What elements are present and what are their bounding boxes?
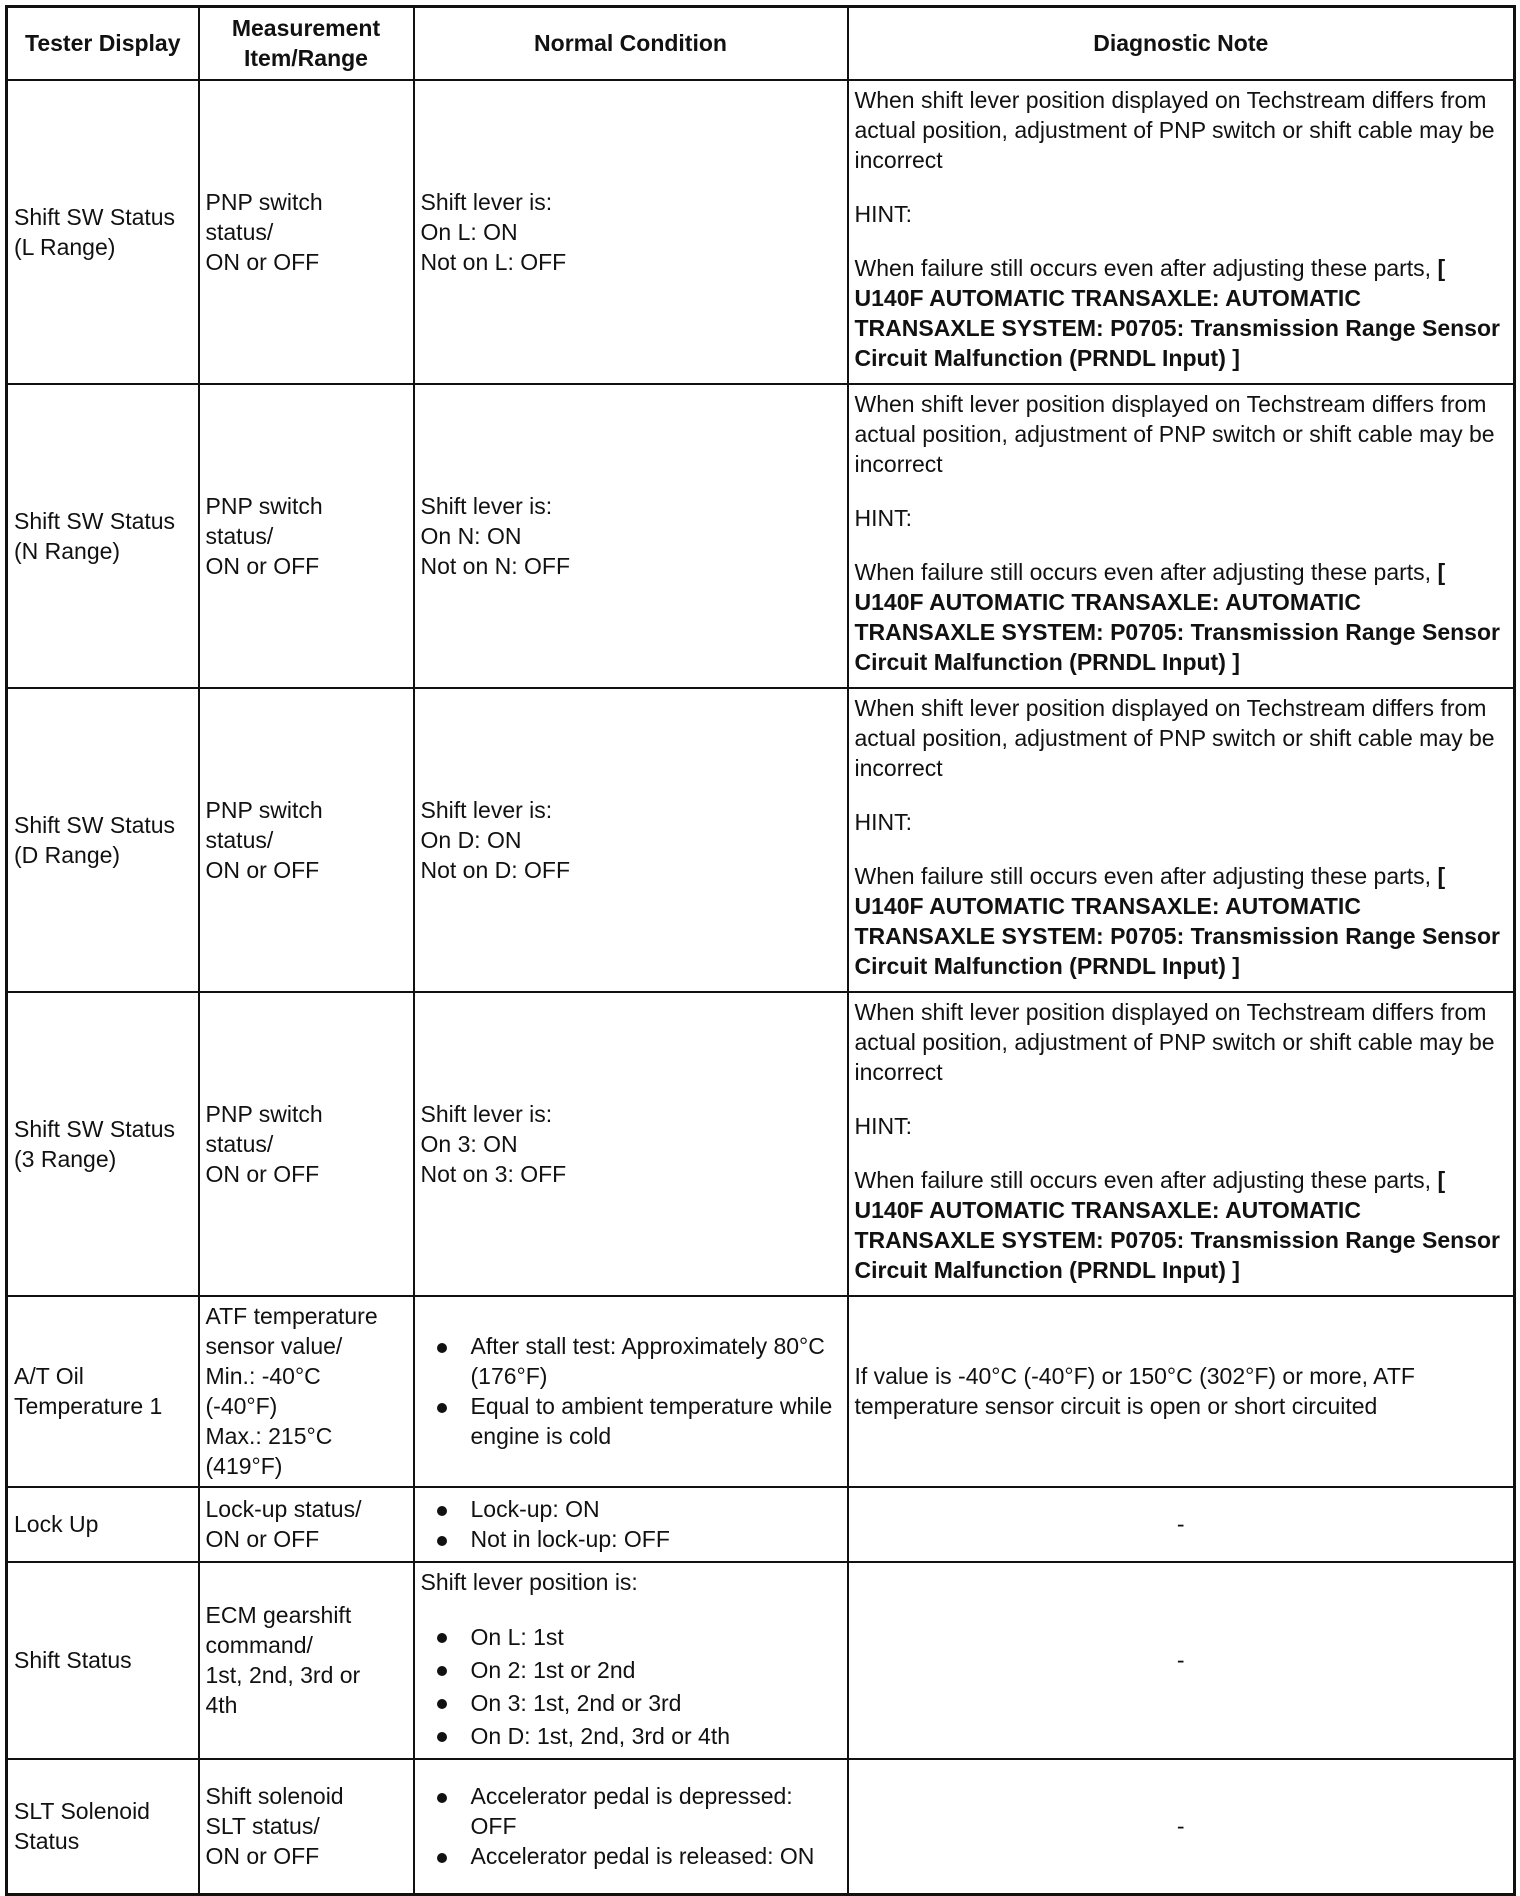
tester-display-line: (L Range) (14, 233, 116, 260)
bullet-icon (437, 1633, 447, 1643)
measurement-line: ON or OFF (205, 1843, 320, 1870)
normal-condition-cell (414, 688, 848, 992)
measurement-line: ATF temperature (205, 1303, 378, 1329)
note-paragraph (855, 861, 1508, 981)
list-item (421, 1494, 841, 1524)
condition-text: After stall test: Approximately 80°C (176°F) (470, 1333, 825, 1389)
tester-display-cell (7, 992, 199, 1296)
condition-text: On L: 1st (470, 1624, 564, 1650)
condition-line: On L: ON (420, 218, 518, 245)
diagnostic-note-cell: - (848, 1487, 1515, 1562)
measurement-line: (419°F) (205, 1453, 283, 1479)
condition-text: Not in lock-up: OFF (470, 1526, 670, 1552)
measurement-item-cell (199, 1759, 414, 1895)
diagnostic-note-cell (848, 992, 1515, 1296)
bullet-icon (437, 1403, 447, 1413)
tester-display-cell (7, 1296, 199, 1487)
list-item (421, 1391, 841, 1451)
normal-condition-cell (414, 1562, 848, 1759)
measurement-line: PNP switch (205, 1100, 323, 1127)
condition-text: Equal to ambient temperature while engine is cold (470, 1393, 833, 1449)
diagnostic-note-cell (848, 80, 1515, 384)
header-measurement-item (199, 7, 414, 80)
tester-display-line: Shift SW Status (14, 1115, 176, 1142)
list-item (421, 1524, 841, 1554)
bullet-icon (437, 1853, 447, 1863)
measurement-line: Min.: -40°C (205, 1363, 321, 1389)
tester-display-line: (N Range) (14, 537, 121, 564)
condition-bullet-list (421, 1781, 841, 1871)
bullet-icon (437, 1699, 447, 1709)
note-paragraph (855, 1165, 1508, 1285)
note-paragraph: When shift lever position displayed on Techstream differs from actual position, adjustment of PNP switch or shift cable may be incorrect (854, 998, 1495, 1085)
measurement-item-cell (199, 1487, 414, 1562)
condition-bullet-list (421, 1331, 841, 1451)
condition-line: Not on N: OFF (420, 552, 571, 579)
condition-line: On 3: ON (420, 1130, 518, 1157)
tester-display-line: Shift SW Status (14, 203, 176, 230)
table-row-l-range (7, 80, 1515, 384)
reference-link[interactable]: [ U140F AUTOMATIC TRANSAXLE: AUTOMATIC TRANSAXLE SYSTEM: P0705: Transmission Range Sensor Circuit Malfunction (PRNDL Input) ] (854, 862, 1500, 979)
normal-condition-cell (414, 992, 848, 1296)
diagnostic-note-cell (848, 688, 1515, 992)
header-diagnostic-note: Diagnostic Note (848, 7, 1515, 80)
reference-link[interactable]: [ U140F AUTOMATIC TRANSAXLE: AUTOMATIC TRANSAXLE SYSTEM: P0705: Transmission Range Sensor Circuit Malfunction (PRNDL Input) ] (854, 254, 1500, 371)
measurement-line: Shift solenoid (205, 1783, 344, 1810)
normal-condition-cell (414, 1487, 848, 1562)
table-row-3-range (7, 992, 1515, 1296)
header-tester-display: Tester Display (7, 7, 199, 80)
measurement-line: ON or OFF (205, 856, 320, 883)
bullet-icon (437, 1666, 447, 1676)
hint-label: HINT: (854, 808, 912, 835)
diagnostic-note-cell: - (848, 1759, 1515, 1895)
note-text: When failure still occurs even after adjusting these parts, (854, 254, 1432, 281)
measurement-line: PNP switch (205, 188, 323, 215)
reference-link[interactable]: [ U140F AUTOMATIC TRANSAXLE: AUTOMATIC TRANSAXLE SYSTEM: P0705: Transmission Range Sensor Circuit Malfunction (PRNDL Input) ] (854, 1166, 1500, 1283)
table-row-lock-up (7, 1487, 1515, 1562)
condition-line: Not on D: OFF (420, 856, 571, 883)
measurement-line: command/ (205, 1632, 313, 1658)
measurement-item-cell (199, 80, 414, 384)
bullet-icon (437, 1506, 447, 1516)
tester-display-line: (D Range) (14, 841, 121, 868)
table-row-oil-temperature (7, 1296, 1515, 1487)
measurement-item-cell (199, 1562, 414, 1759)
list-item (421, 1781, 841, 1841)
bullet-icon (437, 1536, 447, 1546)
tester-display-line: A/T Oil (14, 1363, 84, 1389)
bullet-icon (437, 1732, 447, 1742)
condition-line: Not on L: OFF (420, 248, 567, 275)
condition-bullet-list (421, 1494, 841, 1554)
normal-condition-cell (414, 1759, 848, 1895)
note-text: When failure still occurs even after adjusting these parts, (854, 558, 1432, 585)
table-row-slt-solenoid (7, 1759, 1515, 1895)
tester-display-line: Shift SW Status (14, 811, 176, 838)
list-item (421, 1687, 841, 1720)
diagnostic-note-cell: - (848, 1562, 1515, 1759)
list-item (421, 1654, 841, 1687)
measurement-line: sensor value/ (205, 1333, 343, 1359)
tester-display-line: Temperature 1 (14, 1393, 163, 1419)
normal-condition-cell (414, 80, 848, 384)
note-paragraph (855, 557, 1508, 677)
measurement-line: status/ (205, 522, 274, 549)
measurement-item-cell (199, 384, 414, 688)
condition-line: Shift lever is: (420, 188, 553, 215)
bullet-icon (437, 1343, 447, 1353)
measurement-line: Max.: 215°C (205, 1423, 333, 1449)
tester-display-cell: Lock Up (7, 1487, 199, 1562)
measurement-line: ECM gearshift (205, 1602, 352, 1628)
condition-text: Accelerator pedal is released: ON (470, 1843, 815, 1870)
header-measurement-line2: Item/Range (244, 45, 368, 72)
list-item (421, 1621, 841, 1654)
hint-label: HINT: (854, 1112, 912, 1139)
tester-display-cell: Shift Status (7, 1562, 199, 1759)
condition-line: On N: ON (420, 522, 522, 549)
table-row-d-range (7, 688, 1515, 992)
note-paragraph: When shift lever position displayed on Techstream differs from actual position, adjustment of PNP switch or shift cable may be incorrect (854, 86, 1495, 173)
measurement-line: status/ (205, 1130, 274, 1157)
list-item (421, 1331, 841, 1391)
condition-text: Lock-up: ON (470, 1496, 600, 1522)
table-row-shift-status (7, 1562, 1515, 1759)
condition-text: On D: 1st, 2nd, 3rd or 4th (470, 1723, 731, 1749)
condition-text: Accelerator pedal is depressed: OFF (470, 1783, 793, 1840)
condition-line: Shift lever is: (420, 1100, 553, 1127)
header-row (7, 7, 1515, 80)
measurement-line: ON or OFF (205, 1526, 320, 1552)
tester-display-line: Status (14, 1828, 80, 1855)
note-paragraph: When shift lever position displayed on Techstream differs from actual position, adjustment of PNP switch or shift cable may be incorrect (854, 694, 1495, 781)
measurement-item-cell (199, 1296, 414, 1487)
measurement-line: Lock-up status/ (205, 1496, 362, 1522)
reference-link[interactable]: [ U140F AUTOMATIC TRANSAXLE: AUTOMATIC TRANSAXLE SYSTEM: P0705: Transmission Range Sensor Circuit Malfunction (PRNDL Input) ] (854, 558, 1500, 675)
condition-line: Shift lever is: (420, 492, 553, 519)
measurement-line: PNP switch (205, 796, 323, 823)
note-paragraph (855, 253, 1508, 373)
hint-label: HINT: (854, 200, 912, 227)
measurement-line: ON or OFF (205, 248, 320, 275)
table-row-n-range (7, 384, 1515, 688)
diagnostic-note-cell (848, 384, 1515, 688)
header-measurement-line1: Measurement (231, 15, 381, 42)
diagnostic-note-cell: If value is -40°C (-40°F) or 150°C (302°F) or more, ATF temperature sensor circuit is open or short circuited (848, 1296, 1515, 1487)
condition-line: Not on 3: OFF (420, 1160, 567, 1187)
note-text: When failure still occurs even after adjusting these parts, (854, 1166, 1432, 1193)
normal-condition-cell (414, 384, 848, 688)
tester-display-cell (7, 688, 199, 992)
condition-text: On 3: 1st, 2nd or 3rd (470, 1690, 682, 1716)
tester-display-cell (7, 1759, 199, 1895)
measurement-line: 1st, 2nd, 3rd or (205, 1662, 361, 1688)
note-paragraph: When shift lever position displayed on Techstream differs from actual position, adjustment of PNP switch or shift cable may be incorrect (854, 390, 1495, 477)
tester-display-line: Shift SW Status (14, 507, 176, 534)
tester-display-cell (7, 80, 199, 384)
measurement-line: SLT status/ (205, 1813, 320, 1840)
bullet-icon (437, 1793, 447, 1803)
measurement-line: ON or OFF (205, 1160, 320, 1187)
measurement-line: 4th (205, 1692, 238, 1718)
measurement-line: status/ (205, 218, 274, 245)
condition-bullet-list (421, 1621, 841, 1753)
tester-display-cell (7, 384, 199, 688)
header-normal-condition: Normal Condition (414, 7, 848, 80)
measurement-line: PNP switch (205, 492, 323, 519)
note-text: When failure still occurs even after adjusting these parts, (854, 862, 1432, 889)
measurement-line: ON or OFF (205, 552, 320, 579)
condition-text: On 2: 1st or 2nd (470, 1657, 636, 1683)
condition-line: Shift lever is: (420, 796, 553, 823)
data-list-table (5, 5, 1516, 1896)
measurement-item-cell (199, 992, 414, 1296)
measurement-item-cell (199, 688, 414, 992)
measurement-line: status/ (205, 826, 274, 853)
normal-condition-cell (414, 1296, 848, 1487)
condition-line: On D: ON (420, 826, 522, 853)
tester-display-line: (3 Range) (14, 1145, 117, 1172)
hint-label: HINT: (854, 504, 912, 531)
list-item (421, 1720, 841, 1753)
measurement-line: (-40°F) (205, 1393, 278, 1419)
tester-display-line: SLT Solenoid (14, 1798, 150, 1825)
condition-lead: Shift lever position is: (420, 1569, 638, 1595)
list-item (421, 1841, 841, 1871)
